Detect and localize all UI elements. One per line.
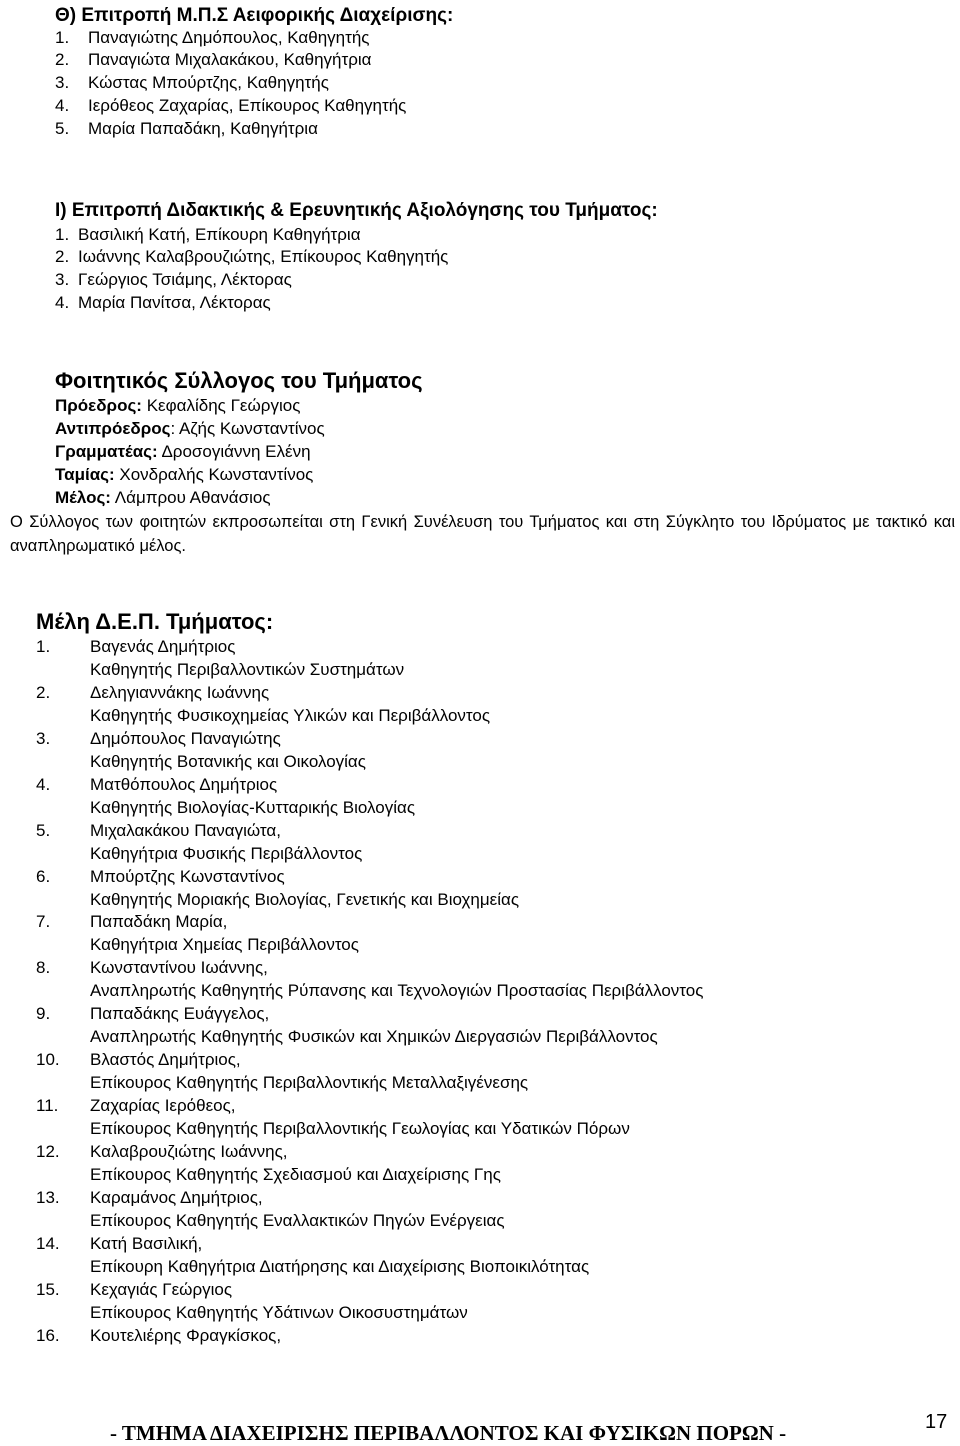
- list-number: 3.: [55, 270, 70, 289]
- role-label: Αντιπρόεδρος: [55, 419, 171, 438]
- page-number: 17: [925, 1411, 948, 1433]
- dep-member-role: Επίκουρος Καθηγητής Περιβαλλοντικής Μεταλλαξιγένεσης: [90, 1073, 529, 1092]
- dep-member-name: Κουτελιέρης Φραγκίσκος,: [90, 1326, 282, 1345]
- dep-member-name: Κεχαγιάς Γεώργιος: [90, 1280, 233, 1299]
- list-item: Κώστας Μπούρτζης, Καθηγητής: [88, 73, 329, 92]
- dep-member-role: Καθηγητής Βιολογίας-Κυτταρικής Βιολογίας: [90, 798, 416, 817]
- dep-member-number: 9.: [36, 1004, 51, 1023]
- list-item: Ιερόθεος Ζαχαρίας, Επίκουρος Καθηγητής: [88, 96, 407, 115]
- dep-member-number: 3.: [36, 729, 51, 748]
- list-item: Μαρία Πανίτσα, Λέκτορας: [78, 293, 271, 312]
- dep-member-name: Παπαδάκης Ευάγγελος,: [90, 1004, 270, 1023]
- student-union-title: Φοιτητικός Σύλλογος του Τμήματος: [55, 368, 423, 393]
- list-item: Παναγιώτης Δημόπουλος, Καθηγητής: [88, 28, 370, 47]
- section-iota-title: Ι) Επιτροπή Διδακτικής & Ερευνητικής Αξιολόγησης του Τμήματος:: [55, 200, 658, 221]
- dep-member-role: Αναπληρωτής Καθηγητής Φυσικών και Χημικών Διεργασιών Περιβάλλοντος: [90, 1027, 658, 1046]
- dep-member-number: 6.: [36, 867, 51, 886]
- list-number: 4.: [55, 96, 70, 115]
- dep-member-number: 1.: [36, 637, 51, 656]
- dep-member-role: Καθηγητής Μοριακής Βιολογίας, Γενετικής και Βιοχημείας: [90, 890, 520, 909]
- dep-member-number: 5.: [36, 821, 51, 840]
- list-number: 1.: [55, 225, 70, 244]
- role-label: Γραμματέας:: [55, 442, 158, 461]
- dep-member-number: 10.: [36, 1050, 60, 1069]
- dep-member-role: Καθηγήτρια Χημείας Περιβάλλοντος: [90, 935, 359, 954]
- dep-member-role: Επίκουρος Καθηγητής Σχεδιασμού και Διαχείρισης Γης: [90, 1165, 501, 1184]
- dep-member-role: Καθηγητής Βοτανικής και Οικολογίας: [90, 752, 366, 771]
- role-name: Δροσογιάννη Ελένη: [157, 442, 311, 461]
- list-item: Παναγιώτα Μιχαλακάκου, Καθηγήτρια: [88, 50, 372, 69]
- dep-member-name: Μπούρτζης Κωνσταντίνος: [90, 867, 285, 886]
- list-number: 4.: [55, 293, 70, 312]
- dep-member-name: Καραμάνος Δημήτριος,: [90, 1188, 263, 1207]
- dep-member-role: Καθηγητής Περιβαλλοντικών Συστημάτων: [90, 660, 405, 679]
- list-number: 2.: [55, 50, 70, 69]
- list-item: Μαρία Παπαδάκη, Καθηγήτρια: [88, 119, 318, 138]
- role-name: Κεφαλίδης Γεώργιος: [141, 396, 301, 415]
- list-number: 5.: [55, 119, 70, 138]
- dep-member-role: Καθηγητής Φυσικοχημείας Υλικών και Περιβάλλοντος: [90, 706, 491, 725]
- role-label: Πρόεδρος:: [55, 396, 142, 415]
- dep-member-name: Δημόπουλος Παναγιώτης: [90, 729, 281, 748]
- role-label: Ταμίας:: [55, 465, 115, 484]
- dep-member-role: Επίκουρος Καθηγητής Υδάτινων Οικοσυστημάτων: [90, 1303, 468, 1322]
- list-number: 2.: [55, 247, 70, 266]
- dep-member-number: 15.: [36, 1280, 60, 1299]
- dep-member-number: 13.: [36, 1188, 60, 1207]
- dep-member-name: Βαγενάς Δημήτριος: [90, 637, 236, 656]
- dep-member-name: Δεληγιαννάκης Ιωάννης: [90, 683, 270, 702]
- dep-member-name: Ζαχαρίας Ιερόθεος,: [90, 1096, 236, 1115]
- dep-member-name: Παπαδάκη Μαρία,: [90, 912, 228, 931]
- dep-member-name: Καλαβρουζιώτης Ιωάννης,: [90, 1142, 288, 1161]
- section-theta-title: Θ) Επιτροπή Μ.Π.Σ Αειφορικής Διαχείρισης:: [55, 5, 454, 26]
- student-union-paragraph: Ο Σύλλογος των φοιτητών εκπροσωπείται στη Γενική Συνέλευση του Τμήματος και στη Σύγκλητο του Ιδρύματος με τακτικό και αναπληρωματικό μέλος.: [10, 513, 955, 555]
- dep-member-number: 7.: [36, 912, 51, 931]
- list-number: 3.: [55, 73, 70, 92]
- dep-member-number: 8.: [36, 958, 51, 977]
- dep-member-name: Κατή Βασιλική,: [90, 1234, 203, 1253]
- footer-department: - ΤΜΗΜΑ ΔΙΑΧΕΙΡΙΣΗΣ ΠΕΡΙΒΑΛΛΟΝΤΟΣ ΚΑΙ ΦΥΣΙΚΩΝ ΠΟΡΩΝ -: [110, 1421, 787, 1445]
- dep-member-number: 2.: [36, 683, 51, 702]
- list-item: Γεώργιος Τσιάμης, Λέκτορας: [78, 270, 292, 289]
- role-row: [55, 465, 313, 485]
- dep-member-number: 14.: [36, 1234, 60, 1253]
- role-name: Λάμπρου Αθανάσιος: [110, 488, 271, 507]
- list-item: Ιωάννης Καλαβρουζιώτης, Επίκουρος Καθηγητής: [78, 247, 449, 266]
- dep-member-number: 16.: [36, 1326, 60, 1345]
- dep-member-name: Μιχαλακάκου Παναγιώτα,: [90, 821, 281, 840]
- dep-member-role: Επίκουρος Καθηγητής Περιβαλλοντικής Γεωλογίας και Υδατικών Πόρων: [90, 1119, 630, 1138]
- dep-members-title: Μέλη Δ.Ε.Π. Τμήματος:: [36, 609, 274, 634]
- role-row: [55, 488, 271, 508]
- dep-member-name: Ματθόπουλος Δημήτριος: [90, 775, 278, 794]
- role-name: : Αζής Κωνσταντίνος: [170, 419, 325, 438]
- role-label: Μέλος:: [55, 488, 111, 507]
- dep-member-number: 11.: [36, 1096, 59, 1115]
- list-number: 1.: [55, 28, 70, 47]
- dep-member-role: Αναπληρωτής Καθηγητής Ρύπανσης και Τεχνολογιών Προστασίας Περιβάλλοντος: [90, 981, 704, 1000]
- list-item: Βασιλική Κατή, Επίκουρη Καθηγήτρια: [78, 225, 361, 244]
- role-row: [55, 442, 311, 462]
- role-name: Χονδραλής Κωνσταντίνος: [114, 465, 314, 484]
- role-row: [55, 419, 325, 439]
- dep-member-number: 12.: [36, 1142, 60, 1161]
- dep-member-number: 4.: [36, 775, 51, 794]
- dep-member-role: Επίκουρη Καθηγήτρια Διατήρησης και Διαχείρισης Βιοποικιλότητας: [90, 1257, 590, 1276]
- dep-member-name: Βλαστός Δημήτριος,: [90, 1050, 241, 1069]
- dep-member-role: Καθηγήτρια Φυσικής Περιβάλλοντος: [90, 844, 363, 863]
- role-row: [55, 396, 300, 416]
- dep-member-role: Επίκουρος Καθηγητής Εναλλακτικών Πηγών Ενέργειας: [90, 1211, 505, 1230]
- dep-member-name: Κωνσταντίνου Ιωάννης,: [90, 958, 268, 977]
